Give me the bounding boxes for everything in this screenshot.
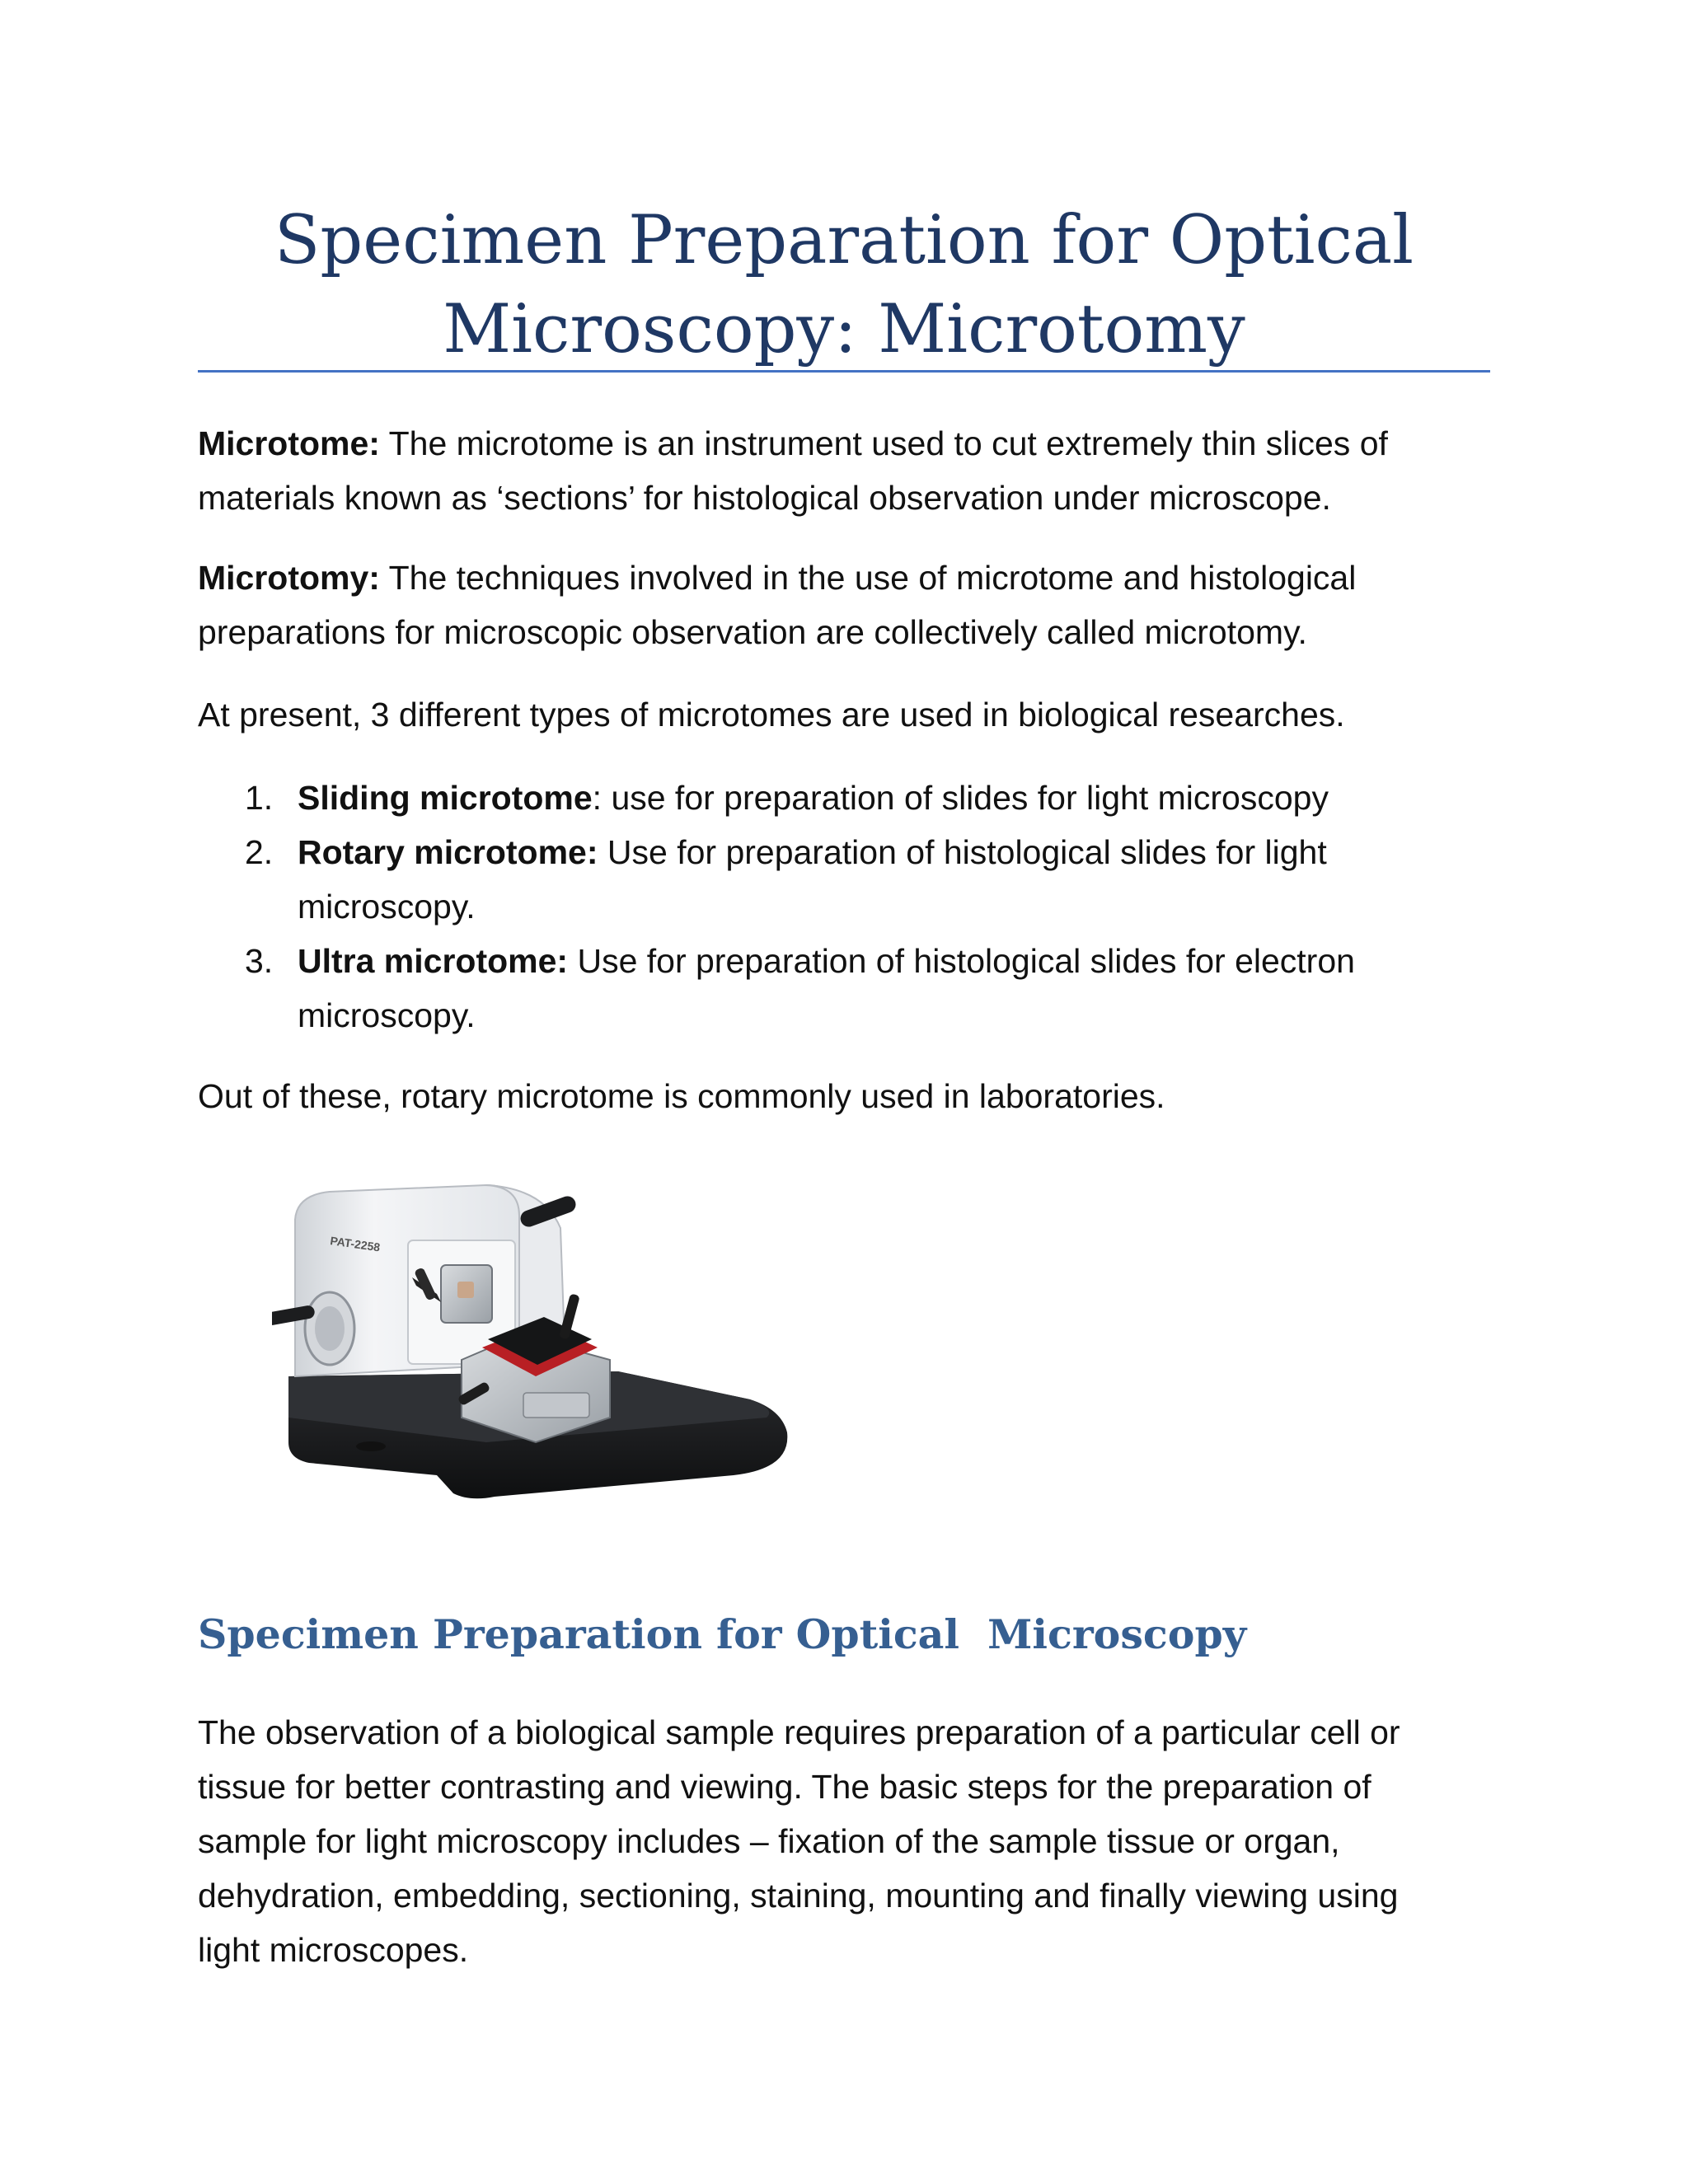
list-term: Ultra microtome: — [298, 942, 569, 980]
list-text: : use for preparation of slides for light microscopy — [592, 779, 1329, 817]
list-text: Use for preparation of histological slides for electron — [568, 942, 1355, 980]
intro-text: At present, 3 different types of microtomes are used in biological researches. — [198, 696, 1345, 733]
list-item — [198, 825, 1490, 934]
microtomy-term: Microtomy: — [198, 559, 380, 597]
page-title — [198, 196, 1490, 374]
list-number: 1. — [245, 779, 274, 817]
section-line-5: light microscopes. — [198, 1931, 469, 1969]
section-line-2: tissue for better contrasting and viewing. The basic steps for the preparation of — [198, 1768, 1372, 1806]
microtome-types-list — [198, 771, 1490, 1043]
list-number: 3. — [245, 942, 274, 980]
list-text-continued: microscopy. — [298, 888, 476, 926]
section-line-1: The observation of a biological sample requires preparation of a particular cell or — [198, 1713, 1400, 1751]
list-text: Use for preparation of histological slides for light — [598, 833, 1327, 871]
model-label: PAT-2258 — [329, 1234, 382, 1254]
microtome-term: Microtome: — [198, 424, 380, 462]
microtome-definition — [198, 416, 1490, 525]
conclusion-text: Out of these, rotary microtome is commonly used in laboratories. — [198, 1077, 1165, 1115]
microtomy-text-line-1: The techniques involved in the use of microtome and histological — [379, 559, 1357, 597]
list-text-continued: microscopy. — [298, 996, 476, 1034]
rotary-microtome-image — [272, 1170, 799, 1558]
list-item — [198, 934, 1490, 1043]
list-term: Sliding microtome — [298, 779, 593, 817]
list-item — [198, 771, 1490, 825]
microtomy-definition — [198, 551, 1490, 659]
list-number: 2. — [245, 833, 274, 871]
title-divider — [198, 370, 1490, 373]
section-line-3: sample for light microscopy includes – fixation of the sample tissue or organ, — [198, 1822, 1340, 1860]
section-line-4: dehydration, embedding, sectioning, staining, mounting and finally viewing using — [198, 1877, 1399, 1915]
title-line-2: Microscopy: Microtomy — [443, 291, 1245, 368]
section-paragraph — [198, 1705, 1490, 1977]
microtomy-text-line-2: preparations for microscopic observation are collectively called microtomy. — [198, 613, 1307, 651]
microtome-text-line-2: materials known as ‘sections’ for histological observation under microscope. — [198, 479, 1331, 517]
section-heading: Specimen Preparation for Optical Microscopy — [198, 1610, 1247, 1658]
list-term: Rotary microtome: — [298, 833, 598, 871]
title-line-1: Specimen Preparation for Optical — [274, 202, 1414, 279]
microtome-text-line-1: The microtome is an instrument used to cut extremely thin slices of — [379, 424, 1388, 462]
